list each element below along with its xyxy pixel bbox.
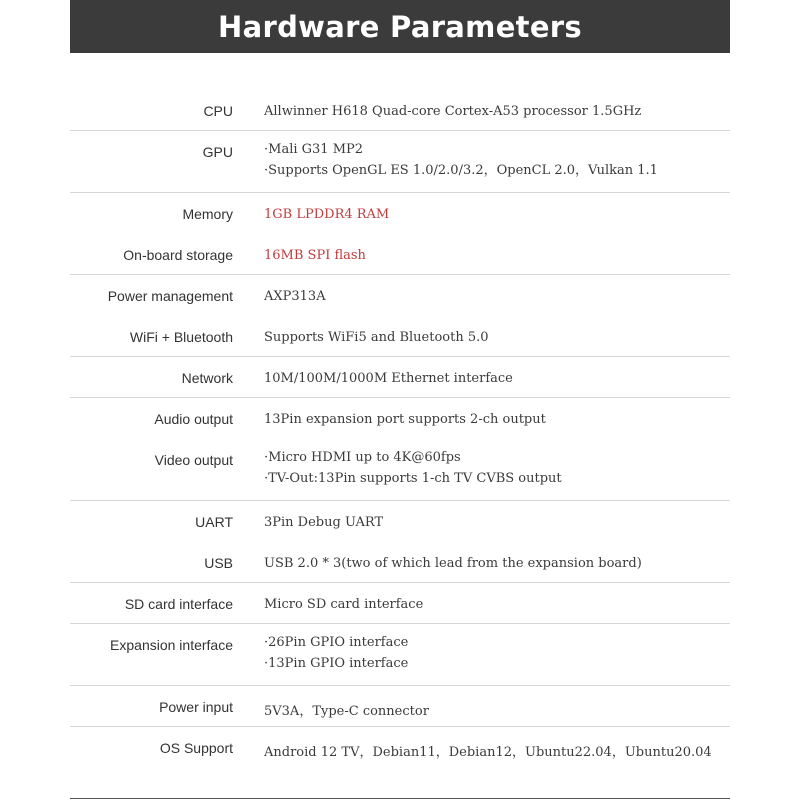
spec-value-power-input: 5V3A，Type-C connector	[264, 704, 429, 719]
spec-row-gpu	[70, 131, 730, 193]
spec-row-power-management	[70, 275, 730, 316]
spec-label-power-management: Power management	[107, 288, 233, 304]
spec-value-wifi-bluetooth: Supports WiFi5 and Bluetooth 5.0	[264, 330, 489, 345]
spec-row-video	[70, 439, 730, 501]
spec-label-wifi-bluetooth: WiFi + Bluetooth	[129, 329, 233, 345]
spec-value-expansion-line2: ·13Pin GPIO interface	[264, 656, 409, 671]
spec-value-video	[264, 439, 562, 489]
spec-label-storage: On-board storage	[123, 247, 233, 263]
spec-value-gpu-line2: ·Supports OpenGL ES 1.0/2.0/3.2，OpenCL 2.0，Vulkan 1.1	[264, 163, 658, 178]
spec-row-expansion	[70, 624, 730, 686]
spec-label-memory: Memory	[182, 206, 233, 222]
spec-row-memory	[70, 193, 730, 234]
spec-label-os: OS Support	[159, 740, 233, 756]
spec-label-gpu: GPU	[202, 144, 233, 160]
spec-value-video-line2: ·TV-Out:13Pin supports 1-ch TV CVBS output	[264, 471, 562, 486]
spec-value-usb: USB 2.0 * 3(two of which lead from the expansion board)	[264, 556, 642, 571]
spec-value-power-management: AXP313A	[264, 289, 326, 304]
spec-label-cpu: CPU	[203, 103, 233, 119]
spec-label-usb: USB	[204, 555, 233, 571]
spec-row-cpu	[70, 90, 730, 131]
spec-row-wifi-bluetooth	[70, 316, 730, 357]
spec-value-gpu	[264, 131, 658, 181]
spec-label-audio: Audio output	[154, 411, 233, 427]
spec-value-expansion-line1: ·26Pin GPIO interface	[264, 635, 409, 650]
spec-row-usb	[70, 542, 730, 583]
spec-row-sd-card	[70, 583, 730, 624]
spec-table	[70, 90, 730, 768]
spec-label-uart: UART	[195, 514, 233, 530]
bottom-divider	[70, 798, 730, 799]
spec-row-uart	[70, 501, 730, 542]
spec-value-uart: 3Pin Debug UART	[264, 515, 384, 530]
page-title: Hardware Parameters	[218, 9, 582, 44]
spec-row-power-input	[70, 686, 730, 727]
spec-row-os	[70, 727, 730, 768]
header-bar	[70, 0, 730, 53]
spec-value-expansion	[264, 624, 408, 674]
spec-value-sd-card: Micro SD card interface	[264, 597, 424, 612]
spec-row-audio	[70, 398, 730, 439]
spec-label-video: Video output	[154, 452, 233, 468]
spec-label-sd-card: SD card interface	[124, 596, 233, 612]
spec-row-storage	[70, 234, 730, 275]
spec-value-gpu-line1: ·Mali G31 MP2	[264, 142, 364, 157]
spec-label-power-input: Power input	[159, 699, 233, 715]
spec-label-network: Network	[181, 370, 233, 386]
spec-label-expansion: Expansion interface	[110, 637, 233, 653]
spec-value-video-line1: ·Micro HDMI up to 4K@60fps	[264, 450, 461, 465]
spec-value-os: Android 12 TV，Debian11，Debian12，Ubuntu22.04，Ubuntu20.04	[264, 745, 712, 760]
spec-value-storage: 16MB SPI flash	[264, 248, 366, 263]
spec-value-memory: 1GB LPDDR4 RAM	[264, 207, 390, 222]
spec-value-cpu: Allwinner H618 Quad-core Cortex-A53 processor 1.5GHz	[264, 104, 642, 119]
spec-value-audio: 13Pin expansion port supports 2-ch output	[264, 412, 546, 427]
spec-value-network: 10M/100M/1000M Ethernet interface	[264, 371, 513, 386]
spec-row-network	[70, 357, 730, 398]
